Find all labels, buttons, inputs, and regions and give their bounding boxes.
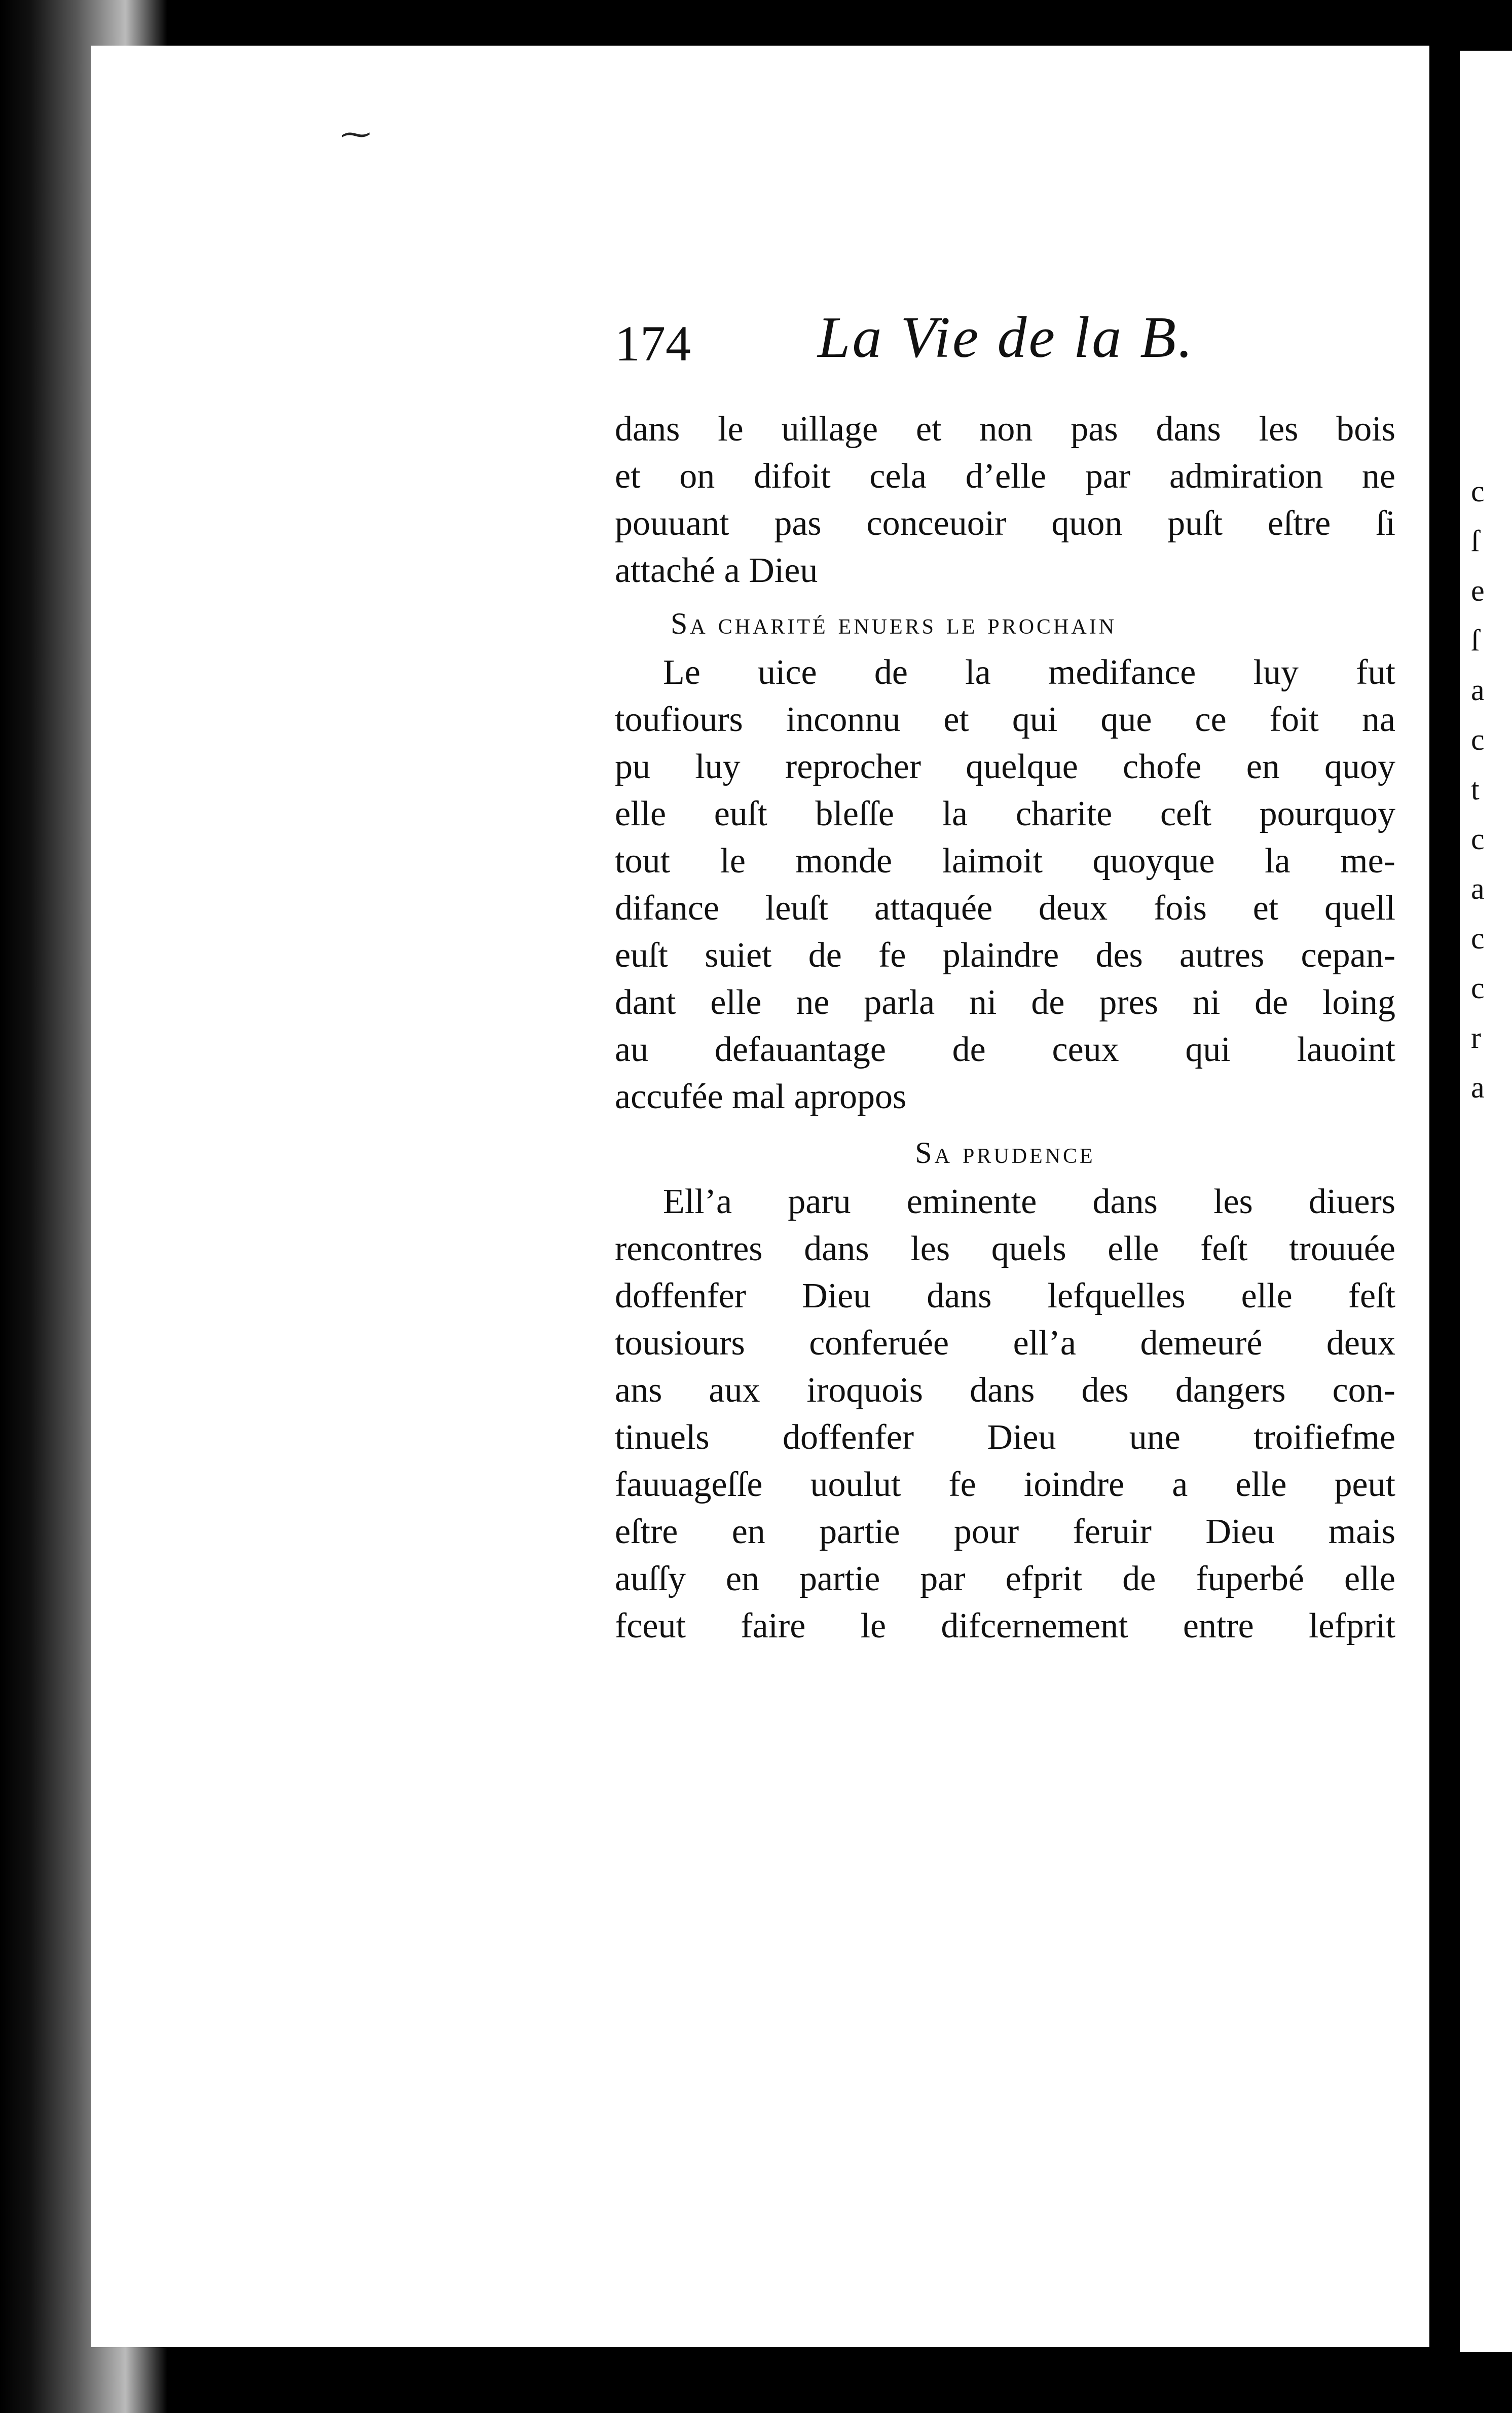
- text-line: eſtre en partie pour feruir Dieu mais: [615, 1512, 1395, 1551]
- page-number: 174: [615, 315, 691, 372]
- text-line: fauuageſſe uoulut fe ioindre a elle peut: [615, 1465, 1395, 1504]
- text-line: difance leuſt attaquée deux fois et quell: [615, 889, 1395, 928]
- text-line: pu luy reprocher quelque chofe en quoy: [615, 747, 1395, 786]
- edge-letter: a: [1471, 872, 1485, 905]
- section-heading-charity: Sa charité enuers le prochain: [671, 607, 1117, 640]
- edge-letter: e: [1471, 574, 1485, 607]
- edge-letter: c: [1471, 723, 1485, 756]
- edge-letter: c: [1471, 822, 1485, 856]
- text-line: pouuant pas conceuoir quon puſt eſtre ſi: [615, 504, 1395, 543]
- adjacent-page-letters: [1471, 466, 1485, 1112]
- edge-letter: a: [1471, 1071, 1485, 1104]
- text-line: auſſy en partie par efprit de fuperbé elle: [615, 1559, 1395, 1598]
- text-line: attaché a Dieu: [615, 551, 818, 590]
- section-heading-prudence: Sa prudence: [915, 1136, 1095, 1169]
- text-line: tinuels doffenfer Dieu une troifiefme: [615, 1418, 1395, 1457]
- text-line: Le uice de la medifance luy fut: [663, 653, 1395, 692]
- edge-letter: c: [1471, 474, 1485, 508]
- page-text: [615, 406, 1395, 1650]
- text-line: dans le uillage et non pas dans les bois: [615, 410, 1395, 449]
- text-line: elle euſt bleſſe la charite ceſt pourquoy: [615, 794, 1395, 833]
- text-line: au defauantage de ceux qui lauoint: [615, 1030, 1395, 1069]
- text-line: tout le monde laimoit quoyque la me-: [615, 842, 1395, 881]
- margin-mark: ⁓: [341, 117, 371, 152]
- page-divider-strip: [1429, 56, 1460, 2347]
- text-line: rencontres dans les quels elle feſt trouuée: [615, 1229, 1395, 1268]
- paragraph-3: [615, 1178, 1395, 1650]
- running-title: La Vie de la B.: [818, 305, 1195, 370]
- paragraph-2: [615, 649, 1395, 1120]
- edge-letter: c: [1471, 922, 1485, 955]
- text-line: fceut faire le difcernement entre lefprit: [615, 1606, 1395, 1646]
- paragraph-1: [615, 406, 1395, 594]
- edge-letter: r: [1471, 1021, 1481, 1054]
- edge-letter: t: [1471, 773, 1480, 806]
- text-line: ans aux iroquois dans des dangers con-: [615, 1371, 1395, 1410]
- edge-letter: c: [1471, 971, 1485, 1005]
- text-line: euſt suiet de fe plaindre des autres cepan-: [615, 936, 1395, 975]
- edge-letter: ſ: [1471, 524, 1480, 558]
- text-line: doffenfer Dieu dans lefquelles elle feſt: [615, 1276, 1395, 1315]
- edge-letter: ſ: [1471, 624, 1480, 657]
- adjacent-page-edge: [1460, 51, 1512, 2352]
- text-line: dant elle ne parla ni de pres ni de loing: [615, 983, 1395, 1022]
- text-line: accufée mal apropos: [615, 1077, 907, 1116]
- text-line: Ell’a paru eminente dans les diuers: [663, 1182, 1395, 1221]
- text-line: tousiours conferuée ell’a demeuré deux: [615, 1324, 1395, 1363]
- text-line: toufiours inconnu et qui que ce foit na: [615, 700, 1395, 739]
- edge-letter: a: [1471, 673, 1485, 707]
- text-line: et on difoit cela d’elle par admiration ne: [615, 457, 1395, 496]
- page-header: [615, 304, 1223, 375]
